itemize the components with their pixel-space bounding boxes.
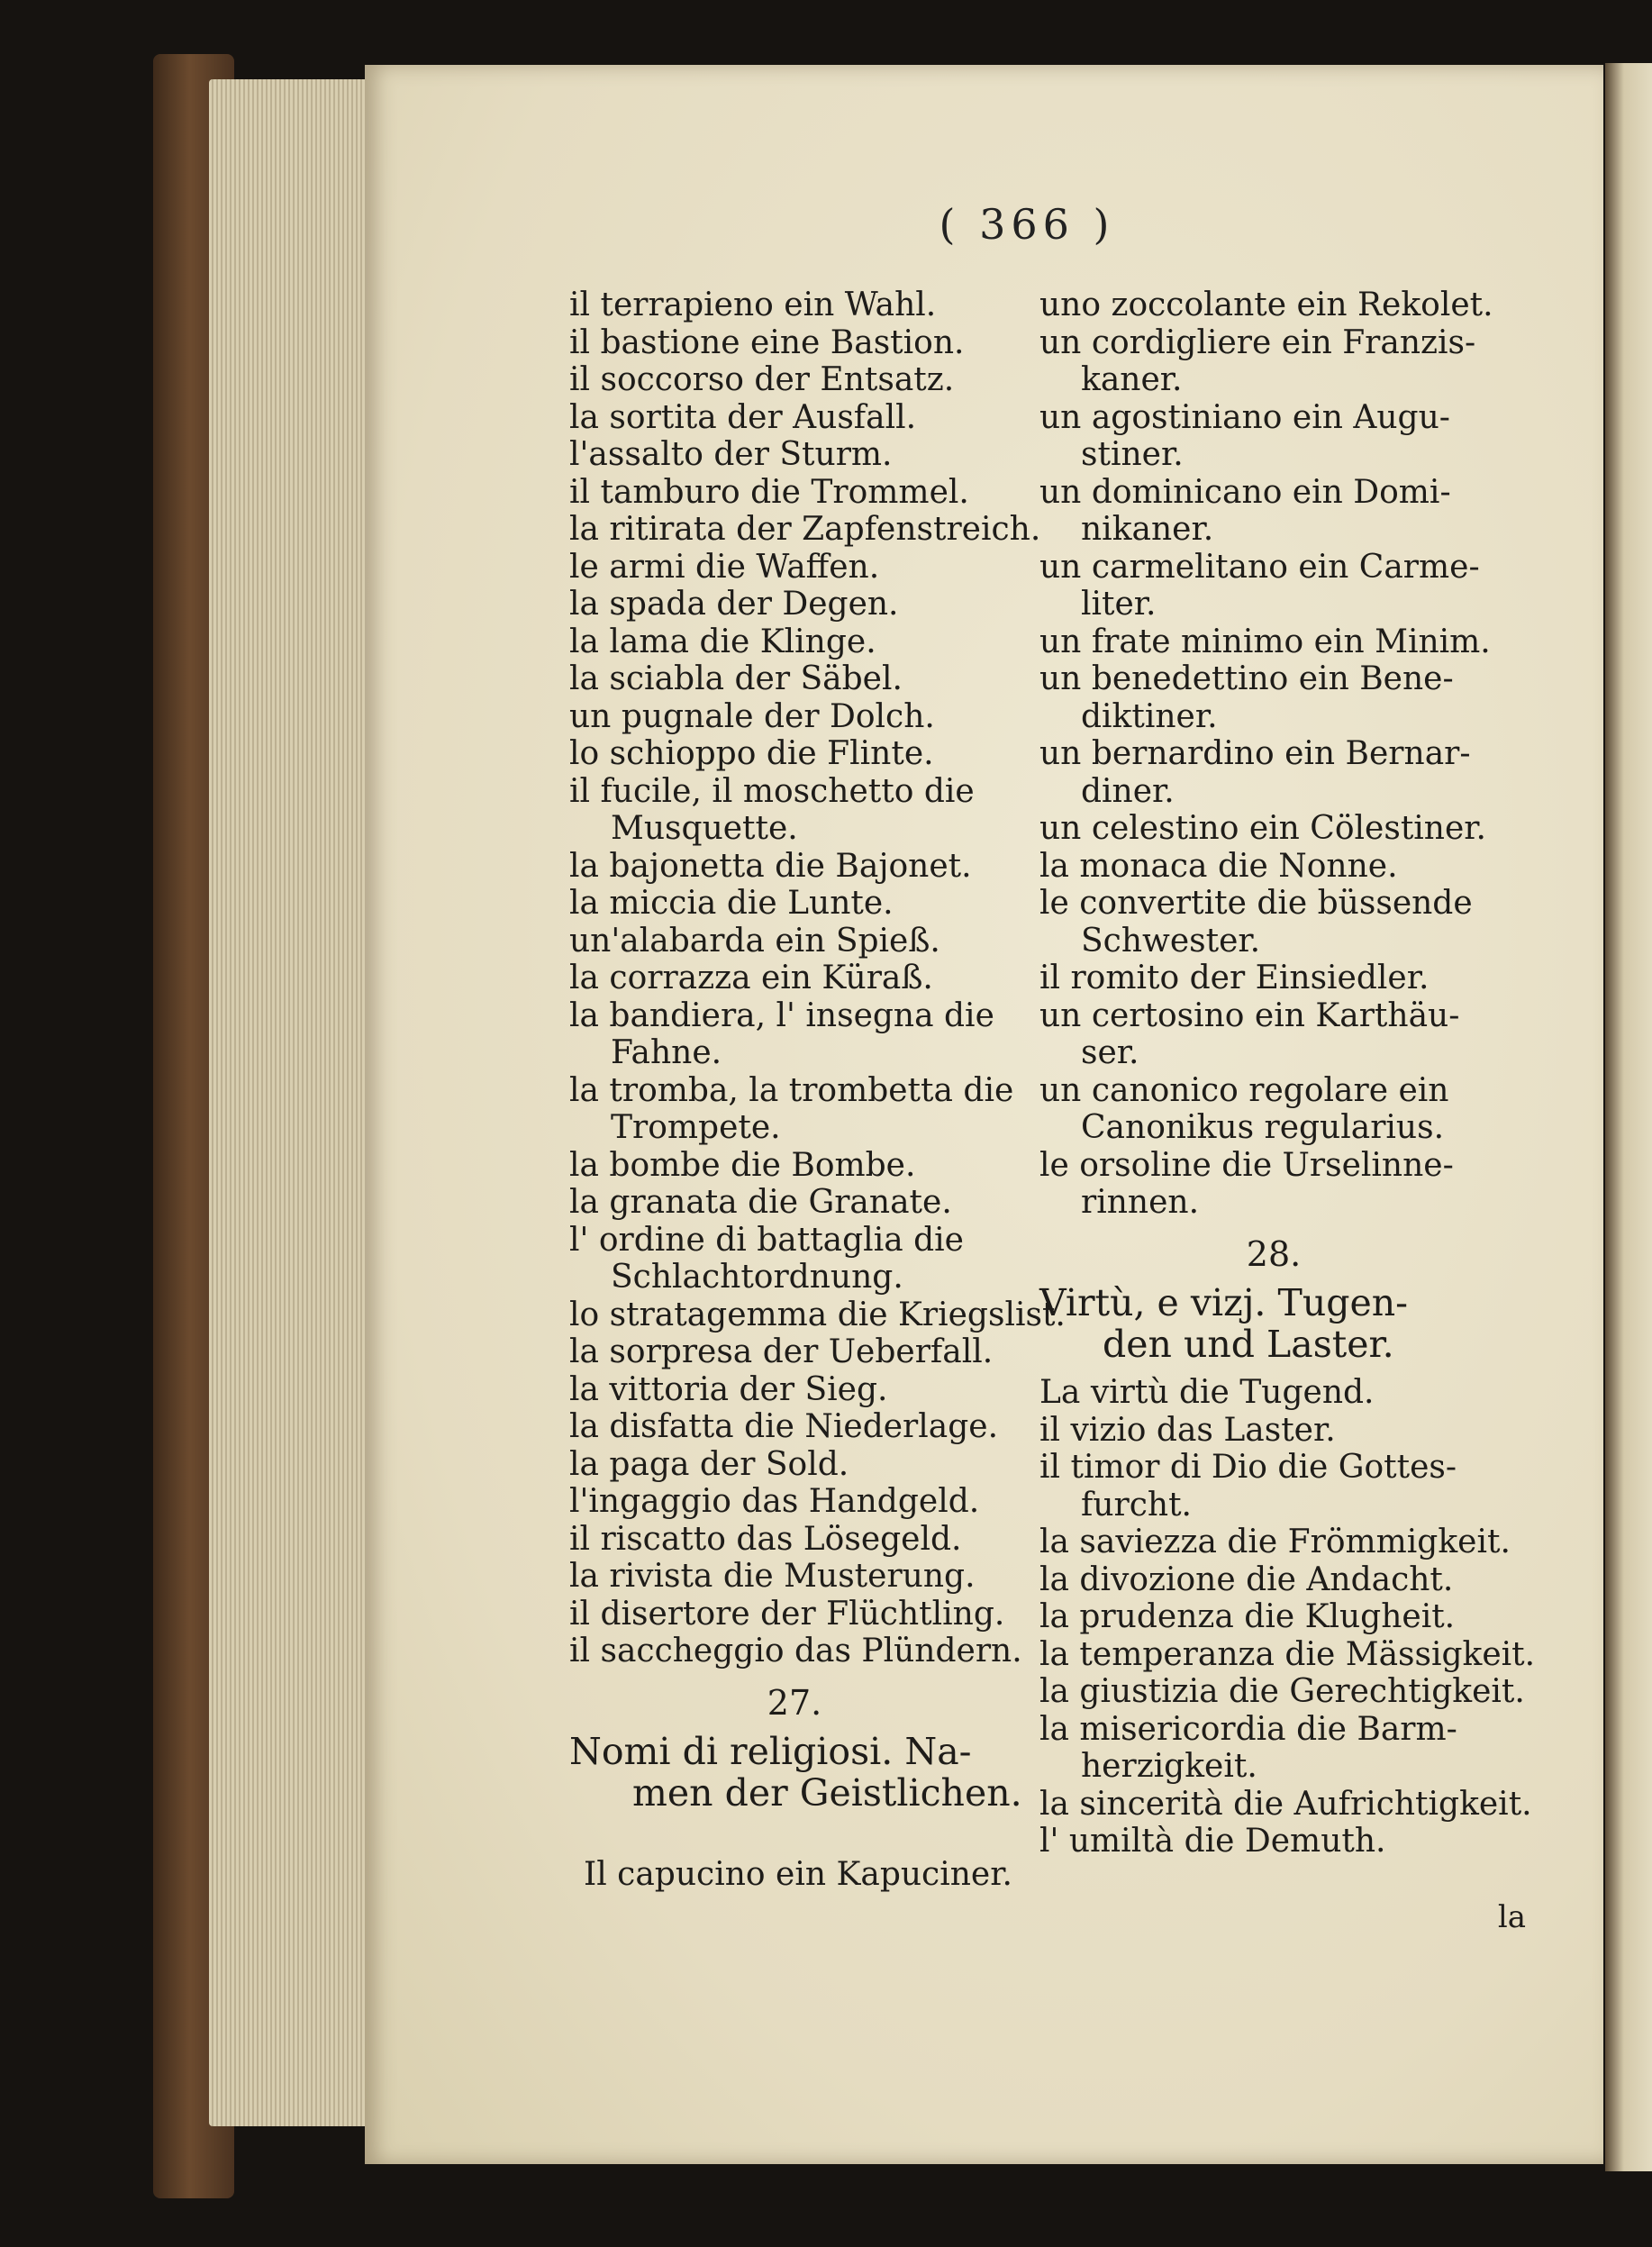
entry-line: diner. [1081, 772, 1175, 810]
entry-line: la sciabla der Säbel. [569, 660, 903, 697]
entry-line: la sorpresa der Ueberfall. [569, 1333, 994, 1370]
glossary-entry [569, 511, 1041, 549]
entry-line: la disfatta die Niederlage. [569, 1408, 999, 1445]
entry-line: la rivista die Musterung. [569, 1558, 976, 1595]
glossary-entry [1039, 1598, 1508, 1636]
entry-line: un benedettino ein Bene- [1039, 660, 1454, 697]
entry-line: un canonico regolare ein [1039, 1071, 1449, 1109]
entry-line: le orsoline die Urselinne- [1039, 1146, 1454, 1184]
glossary-entry [1039, 885, 1508, 960]
glossary-entry [569, 1147, 1020, 1185]
section-title-28 [1039, 1282, 1508, 1365]
glossary-entry [569, 436, 1020, 474]
entry-line: l'assalto der Sturm. [569, 436, 893, 473]
glossary-entry [569, 660, 1020, 698]
glossary-entry [1039, 1711, 1508, 1786]
entry-line: lo stratagemma die Kriegslist. [569, 1296, 1066, 1333]
entry-line: le armi die Waffen. [569, 548, 880, 586]
entry-line: un cordigliere ein Franzis- [1039, 323, 1476, 361]
glossary-entry [569, 960, 1020, 997]
glossary-entry [569, 1483, 1020, 1521]
glossary-entry [569, 361, 1020, 399]
entry-line: il fucile, il moschetto die [569, 772, 975, 810]
glossary-entry [1039, 997, 1508, 1072]
entry-line: Schwester. [1081, 922, 1261, 960]
entry-line: un carmelitano ein Carme- [1039, 548, 1480, 586]
entry-line: Fahne. [611, 1034, 722, 1071]
entry-line: la sortita der Ausfall. [569, 398, 917, 436]
entry-line: l' umiltà die Demuth. [1039, 1823, 1386, 1860]
entry-line: la granata die Granate. [569, 1184, 952, 1221]
section-title-line: Virtù, e vizj. Tugen- [1039, 1281, 1409, 1324]
entry-line: la divozione die Andacht. [1039, 1560, 1454, 1598]
glossary-entry [1039, 1635, 1536, 1674]
right-entry-list-2 [1039, 1374, 1536, 1860]
entry-line: la bajonetta die Bajonet. [569, 847, 972, 885]
entry-line: la corrazza ein Küraß. [569, 960, 933, 996]
entry-line: la tromba, la trombetta die [569, 1071, 1014, 1109]
right-column [1039, 287, 1536, 1860]
page-number: ( 366 ) [939, 200, 1115, 249]
entry-line: la prudenza die Klugheit. [1039, 1598, 1456, 1635]
entry-line: nikaner. [1081, 511, 1214, 548]
glossary-entry [569, 586, 1020, 623]
section-number-27: 27. [767, 1682, 822, 1723]
glossary-entry [1039, 1785, 1532, 1824]
entry-line: il tamburo die Trommel. [569, 473, 969, 511]
entry-line: la monaca die Nonne. [1039, 847, 1398, 885]
right-entry-list [1039, 287, 1508, 1222]
glossary-entry [569, 324, 1020, 362]
entry-line: il romito der Einsiedler. [1039, 960, 1430, 996]
left-entry-list [569, 287, 1066, 1670]
entry-line: la giustizia die Gerechtigkeit. [1039, 1673, 1525, 1710]
glossary-entry [1039, 1072, 1508, 1147]
glossary-entry [1039, 474, 1508, 549]
entry-line: il saccheggio das Plündern. [569, 1633, 1022, 1669]
glossary-entry [569, 885, 1020, 923]
entry-line: lo schioppo die Flinte. [569, 735, 934, 772]
glossary-entry [1039, 324, 1508, 399]
glossary-entry [1039, 623, 1508, 661]
glossary-entry [569, 1072, 1020, 1147]
glossary-entry [569, 1296, 1066, 1334]
entry-line: l'ingaggio das Handgeld. [569, 1483, 980, 1520]
entry-line: furcht. [1081, 1486, 1192, 1524]
entry-line: la temperanza die Mässigkeit. [1039, 1635, 1536, 1673]
entry-line: la lama die Klinge. [569, 623, 876, 660]
entry-line: un pugnale der Dolch. [569, 697, 935, 735]
section-title-line: men der Geistlichen. [632, 1771, 1022, 1815]
entry-line: rinnen. [1081, 1184, 1200, 1221]
glossary-entry [569, 1633, 1020, 1670]
glossary-entry [569, 1184, 1020, 1222]
entry-capucino: Il capucino ein Kapuciner. [584, 1856, 1012, 1893]
entry-line: la spada der Degen. [569, 586, 899, 623]
glossary-entry [1039, 549, 1508, 623]
glossary-entry [569, 1521, 1020, 1559]
glossary-entry [1039, 1673, 1525, 1711]
glossary-entry [569, 287, 1020, 324]
entry-line: un certosino ein Karthäu- [1039, 996, 1460, 1034]
entry-line: un dominicano ein Domi- [1039, 473, 1451, 511]
glossary-entry [1039, 399, 1508, 474]
entry-line: uno zoccolante ein Rekolet. [1039, 287, 1493, 323]
entry-line: la bombe die Bombe. [569, 1146, 916, 1184]
entry-line: herzigkeit. [1081, 1748, 1257, 1785]
glossary-entry [569, 997, 1020, 1072]
glossary-entry [569, 1596, 1020, 1633]
entry-line: Musquette. [611, 810, 798, 847]
entry-line: un agostiniano ein Augu- [1039, 398, 1450, 436]
section-title-line: Nomi di religiosi. Na- [569, 1730, 972, 1773]
glossary-entry [1039, 1561, 1508, 1599]
glossary-entry [569, 773, 1020, 848]
glossary-entry [1039, 1412, 1508, 1450]
glossary-entry [569, 399, 1020, 437]
catchword: la [1497, 1899, 1526, 1935]
glossary-entry [1039, 848, 1508, 886]
glossary-entry [569, 1446, 1020, 1484]
entry-line: diktiner. [1081, 697, 1218, 735]
entry-line: Canonikus regularius. [1081, 1109, 1445, 1146]
entry-line: la saviezza die Frömmigkeit. [1039, 1524, 1511, 1560]
glossary-entry [569, 1333, 1020, 1371]
glossary-entry [1039, 735, 1508, 810]
entry-line: un celestino ein Cölestiner. [1039, 810, 1486, 847]
glossary-entry [569, 698, 1020, 736]
entry-line: il vizio das Laster. [1039, 1411, 1336, 1449]
glossary-entry [1039, 287, 1508, 324]
glossary-entry [1039, 1449, 1508, 1524]
glossary-entry [569, 1408, 1020, 1446]
entry-line: le convertite die büssende [1039, 885, 1473, 922]
glossary-entry [1039, 1823, 1508, 1860]
entry-line: l' ordine di battaglia die [569, 1221, 964, 1259]
entry-line: il disertore der Flüchtling. [569, 1595, 1005, 1633]
glossary-entry [569, 848, 1020, 886]
entry-line: stiner. [1081, 436, 1184, 473]
entry-line: il timor di Dio die Gottes- [1039, 1449, 1457, 1486]
entry-line: il soccorso der Entsatz. [569, 361, 955, 398]
entry-line: la bandiera, l' insegna die [569, 996, 994, 1034]
entry-line: Schlachtordnung. [611, 1259, 903, 1296]
entry-line: la ritirata der Zapfenstreich. [569, 511, 1041, 548]
entry-line: ser. [1081, 1034, 1139, 1071]
glossary-entry [1039, 810, 1508, 848]
glossary-entry [569, 735, 1020, 773]
glossary-entry [1039, 1147, 1508, 1222]
entry-line: la miccia die Lunte. [569, 885, 894, 922]
entry-line: un'alabarda ein Spieß. [569, 922, 940, 960]
entry-line: la paga der Sold. [569, 1445, 849, 1483]
glossary-entry [569, 923, 1020, 960]
glossary-entry [569, 549, 1020, 587]
entry-line: il terrapieno ein Wahl. [569, 287, 937, 323]
facing-page-edge [1605, 63, 1652, 2171]
entry-line: il riscatto das Lösegeld. [569, 1520, 962, 1558]
glossary-entry [1039, 660, 1508, 735]
entry-line: un bernardino ein Bernar- [1039, 735, 1471, 772]
glossary-entry [569, 623, 1020, 661]
entry-line: la misericordia die Barm- [1039, 1710, 1457, 1748]
entry-line: la vittoria der Sieg. [569, 1370, 888, 1408]
entry-line: Trompete. [611, 1109, 781, 1146]
glossary-entry [1039, 1374, 1508, 1412]
glossary-entry [569, 1558, 1020, 1596]
left-column [569, 287, 1066, 1823]
glossary-entry [1039, 960, 1508, 997]
section-title-27 [569, 1731, 1020, 1814]
entry-line: la sincerità die Aufrichtigkeit. [1039, 1785, 1532, 1823]
entry-line: kaner. [1081, 361, 1183, 398]
glossary-entry [569, 1371, 1020, 1409]
glossary-entry [569, 474, 1020, 512]
glossary-entry [1039, 1524, 1511, 1561]
entry-line: La virtù die Tugend. [1039, 1374, 1375, 1411]
section-title-line: den und Laster. [1103, 1323, 1394, 1366]
entry-line: un frate minimo ein Minim. [1039, 623, 1491, 660]
entry-line: il bastione eine Bastion. [569, 323, 965, 361]
entry-line: liter. [1081, 586, 1157, 623]
glossary-entry [569, 1222, 1020, 1296]
section-number-28: 28. [1246, 1233, 1302, 1274]
page-edges [209, 79, 378, 2126]
